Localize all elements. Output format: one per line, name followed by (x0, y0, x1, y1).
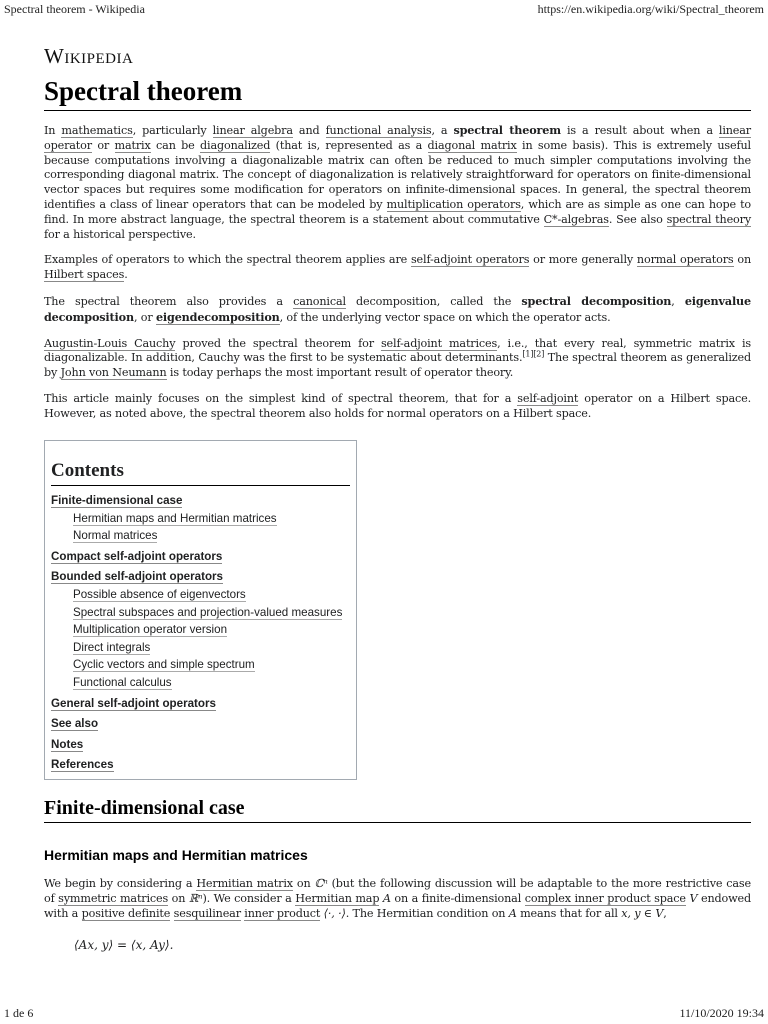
intro-paragraph-5: This article mainly focuses on the simplest kind of spectral theorem, that for a self-adjoint operator on a Hilbert space. However, as noted above, the spectral theorem also holds for normal operators on a Hilbert space. (44, 391, 751, 420)
intro-paragraph-1: In mathematics, particularly linear algebra and functional analysis, a spectral theorem is a result about when a linear operator or matrix can be diagonalized (that is, represented as a diagonal matrix in some basis). This is extremely useful because computations involving a diagonalizable matrix can often be reduced to much simpler computations involving the corresponding diagonal matrix. The concept of diagonalization is relatively straightforward for operators on finite-dimensional vector spaces but requires some modification for operators on infinite-dimensional spaces. In general, the spectral theorem identifies a class of linear operators that can be modeled by multiplication operators, which are as simple as one can hope to find. In more abstract language, the spectral theorem is a statement about commutative C*-algebras. See also spectral theory for a historical perspective. (44, 123, 751, 241)
intro-paragraph-3: The spectral theorem also provides a canonical decomposition, called the spectral decomposition, eigenvalue decomposition, or eigendecomposition, of the underlying vector space on which the operator acts. (44, 293, 752, 324)
intro-paragraph-4: Augustin-Louis Cauchy proved the spectral theorem for self-adjoint matrices, i.e., that every real, symmetric matrix is diagonalizable. In addition, Cauchy was the first to be systematic about determinants.[1][2] The spectral theorem as generalized by John von Neumann is today perhaps the most important result of operator theory. (44, 336, 751, 380)
toc-item-label: Possible absence of eigenvectors (73, 587, 246, 601)
toc-item[interactable] (51, 656, 350, 674)
print-footer (4, 1006, 764, 1020)
toc-item-label: Direct integrals (73, 640, 151, 654)
toc-item-label: References (51, 758, 114, 772)
citation-2[interactable]: [2] (533, 349, 545, 359)
toc-item-label: Spectral subspaces and projection-valued measures (73, 605, 343, 619)
toc-item[interactable] (51, 586, 350, 604)
link-self-adjoint-operators[interactable]: self-adjoint operators (410, 253, 530, 267)
toc-item-label: Compact self-adjoint operators (51, 549, 223, 563)
print-url: https://en.wikipedia.org/wiki/Spectral_theorem (537, 2, 764, 16)
link-self-adjoint-matrices[interactable]: self-adjoint matrices (380, 336, 498, 350)
link-complex-inner-product-space[interactable]: complex inner product space (524, 891, 686, 905)
link-linear-operator[interactable]: linear operator (44, 124, 751, 152)
toc-item-label: Functional calculus (73, 675, 172, 689)
toc-item-label: Finite-dimensional case (51, 494, 183, 507)
citation-1[interactable]: [1] (522, 349, 534, 359)
link-cauchy[interactable]: Augustin-Louis Cauchy (44, 336, 176, 350)
toc-list (51, 492, 350, 774)
toc-item[interactable] (51, 568, 350, 586)
toc-item-label: Multiplication operator version (73, 623, 228, 637)
bold-spectral-theorem: spectral theorem (453, 123, 561, 137)
section-paragraph-1: We begin by considering a Hermitian matrix on ℂⁿ (but the following discussion will be adaptable to the more restrictive case of symmetric matrices on ℝⁿ). We consider a Hermitian map A on a finite-dimensional complex inner product space V endowed with a positive definite sesquilinear inner product ⟨·, ·⟩. The Hermitian condition on A means that for all x, y ∈ V, (44, 877, 752, 920)
toc-item[interactable] (51, 695, 350, 713)
section-body (44, 877, 751, 932)
link-matrix[interactable]: matrix (114, 138, 151, 152)
toc-item[interactable] (51, 639, 350, 657)
link-multiplication-operators[interactable]: multiplication operators (386, 197, 521, 211)
link-mathematics[interactable]: mathematics (61, 124, 133, 137)
table-of-contents (44, 440, 357, 780)
print-datetime: 11/10/2020 19:34 (679, 1006, 764, 1020)
math-formula: ⟨Ax, y⟩ = ⟨x, Ay⟩. (74, 938, 174, 952)
link-functional-analysis[interactable]: functional analysis (325, 124, 432, 137)
link-symmetric-matrices[interactable]: symmetric matrices (58, 891, 169, 905)
toc-item[interactable] (51, 548, 350, 566)
toc-item-label: Hermitian maps and Hermitian matrices (73, 511, 277, 525)
link-normal-operators[interactable]: normal operators (636, 253, 734, 267)
toc-item[interactable] (51, 510, 350, 528)
toc-item-label: General self-adjoint operators (51, 696, 216, 710)
toc-item-label: Bounded self-adjoint operators (51, 570, 223, 584)
toc-item[interactable] (51, 674, 350, 692)
print-header (4, 2, 764, 16)
link-self-adjoint[interactable]: self-adjoint (517, 391, 579, 405)
link-hermitian-matrix[interactable]: Hermitian matrix (196, 877, 293, 890)
link-hermitian-map[interactable]: Hermitian map (295, 891, 380, 905)
toc-item[interactable] (51, 756, 350, 774)
link-sesquilinear[interactable]: sesquilinear (173, 906, 241, 920)
toc-item[interactable] (51, 621, 350, 639)
section-heading: Finite-dimensional case (44, 795, 751, 823)
link-diagonalized[interactable]: diagonalized (200, 138, 271, 152)
link-positive-definite[interactable]: positive definite (81, 906, 171, 920)
link-inner-product[interactable]: inner product (244, 906, 321, 920)
link-linear-algebra[interactable]: linear algebra (212, 124, 293, 137)
link-spectral-theory[interactable]: spectral theory (666, 212, 751, 226)
toc-item[interactable] (51, 492, 350, 510)
print-page-number: 1 de 6 (4, 1006, 34, 1020)
article-body (44, 123, 751, 433)
toc-title: Contents (51, 459, 350, 486)
wikipedia-logo: Wikipedia (44, 44, 134, 68)
toc-item[interactable] (51, 604, 350, 622)
toc-item[interactable] (51, 736, 350, 754)
print-page-title: Spectral theorem - Wikipedia (4, 2, 145, 16)
toc-item-label: See also (51, 717, 99, 731)
link-c-star-algebras[interactable]: C*-algebras (543, 212, 609, 226)
toc-item[interactable] (51, 715, 350, 733)
link-john-von-neumann[interactable]: John von Neumann (60, 366, 167, 380)
link-diagonal-matrix[interactable]: diagonal matrix (427, 138, 517, 152)
toc-item-label: Normal matrices (73, 529, 158, 543)
page-title: Spectral theorem (44, 74, 751, 111)
link-hilbert-spaces[interactable]: Hilbert spaces (44, 268, 125, 282)
intro-paragraph-2: Examples of operators to which the spectral theorem applies are self-adjoint operators or more generally normal operators on Hilbert spaces. (44, 253, 751, 282)
toc-item-label: Notes (51, 737, 84, 751)
link-eigendecomposition[interactable]: eigendecomposition (155, 309, 280, 324)
link-canonical[interactable]: canonical (293, 294, 346, 308)
subsection-heading: Hermitian maps and Hermitian matrices (44, 847, 308, 863)
toc-item[interactable] (51, 527, 350, 545)
toc-item-label: Cyclic vectors and simple spectrum (73, 658, 255, 672)
